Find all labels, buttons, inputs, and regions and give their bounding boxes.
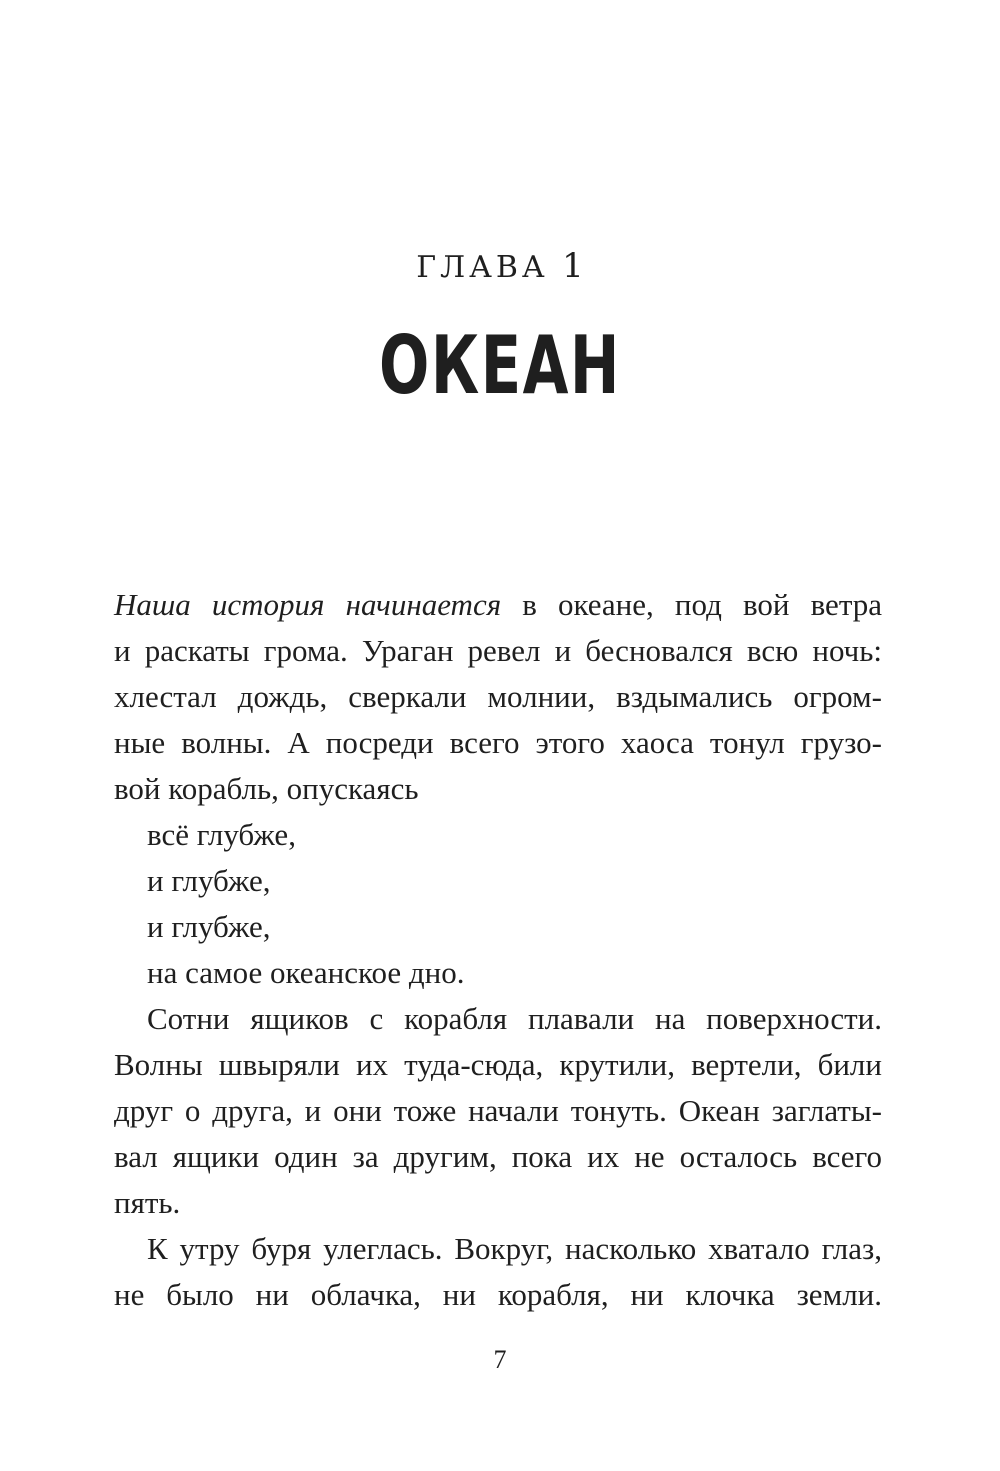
text-line: Волны швыряли их туда-сюда, крутили, вертели, били [114,1047,882,1082]
chapter-word: ГЛАВА [416,250,549,285]
text-line: вал ящики один за другим, пока их не осталось всего [114,1139,882,1174]
text-line: не было ни облачка, ни корабля, ни клочка земли. [114,1277,882,1312]
text-line: пять. [114,1185,181,1220]
text-line: К утру буря улеглась. Вокруг, насколько хватало глаз, [147,1231,882,1266]
text-run: в океане, под вой ветра [501,587,883,622]
text-line [114,585,882,625]
text-line: друг о друга, и они тоже начали тонуть. Океан заглаты- [114,1093,882,1128]
text-line: Сотни ящиков с корабля плавали на поверхности. [147,1001,882,1036]
text-line: хлестал дождь, сверкали молнии, вздымались огром- [114,679,882,714]
chapter-number: 1 [562,246,584,286]
text-line: вой корабль, опускаясь [114,771,419,806]
chapter-title: ОКЕАН [379,319,621,412]
text-line: всё глубже, [147,817,296,852]
text-line: ные волны. А посреди всего этого хаоса тонул грузо- [114,725,882,760]
text-line: и раскаты грома. Ураган ревел и бесновался всю ночь: [114,633,882,668]
text-line: и глубже, [147,909,271,944]
page-number: 7 [493,1345,507,1374]
text-line: и глубже, [147,863,271,898]
italic-lead: Наша история начинается [114,587,502,622]
chapter-label [0,246,1000,288]
text-line: на самое океанское дно. [147,955,465,990]
